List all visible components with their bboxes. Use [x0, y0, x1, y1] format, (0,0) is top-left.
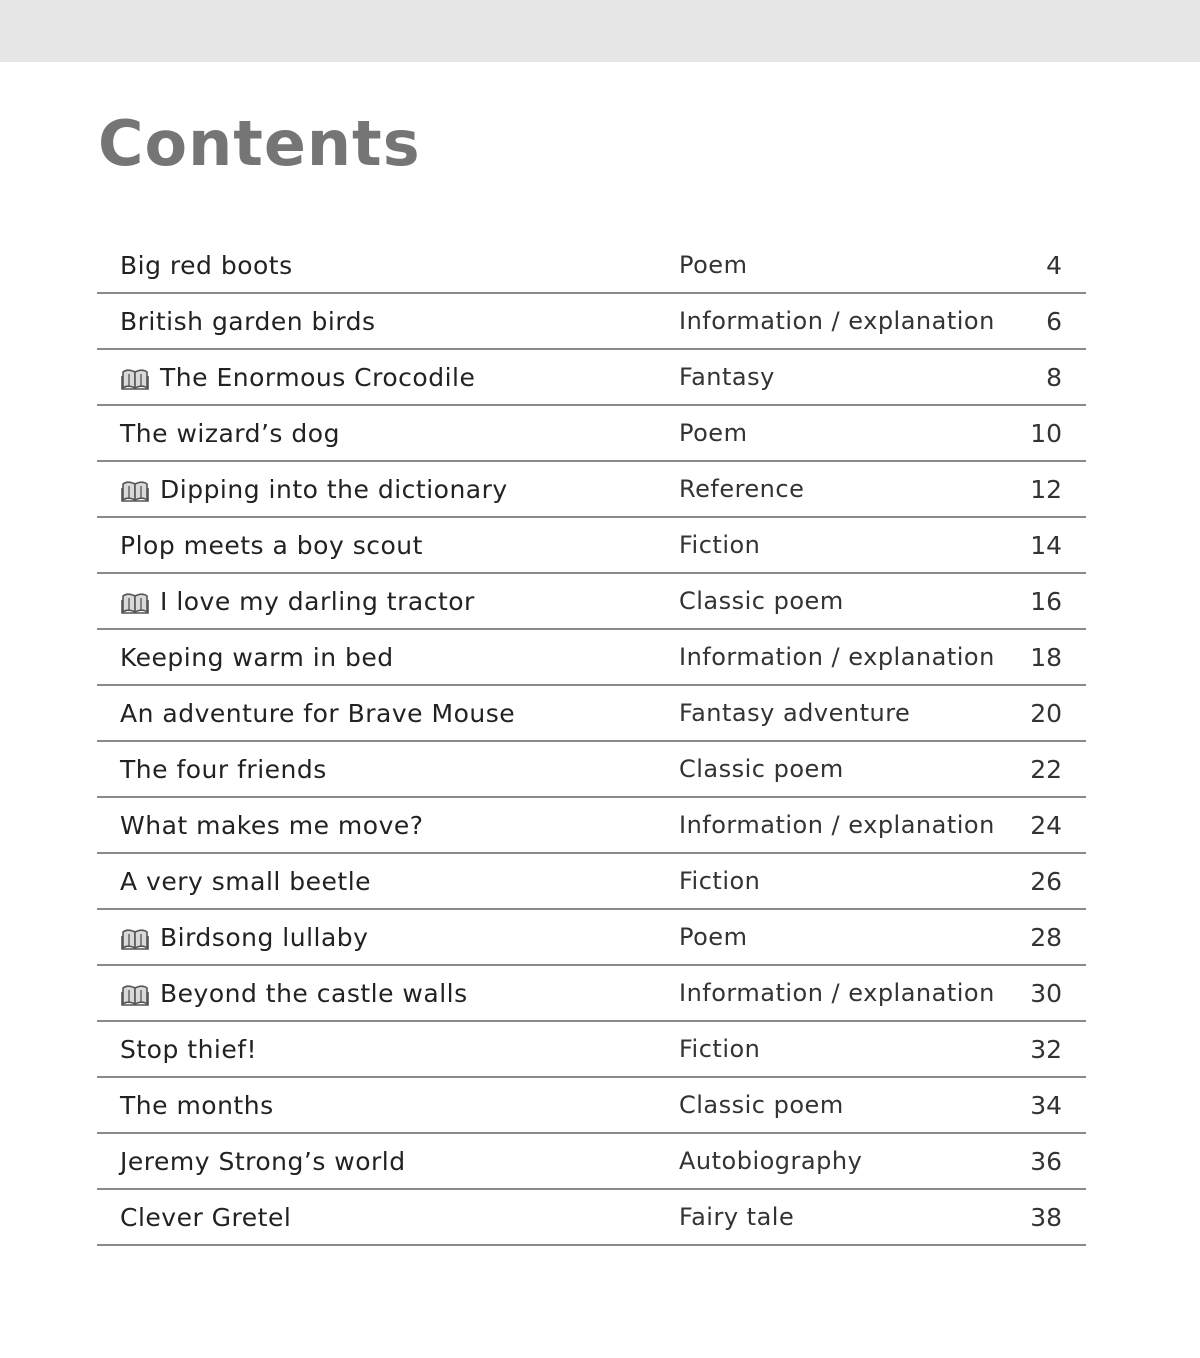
contents-table — [97, 238, 1086, 1246]
entry-genre: Information / explanation — [679, 811, 995, 839]
open-book-icon — [120, 479, 150, 503]
entry-title: Big red boots — [120, 250, 293, 280]
contents-row — [97, 350, 1086, 406]
entry-genre: Poem — [679, 923, 748, 951]
entry-title: British garden birds — [120, 306, 376, 336]
entry-page-number: 18 — [1030, 642, 1062, 672]
entry-page-number: 28 — [1030, 922, 1062, 952]
entry-title-cell — [120, 854, 371, 908]
entry-title-cell — [120, 1022, 257, 1076]
open-book-icon — [120, 591, 150, 615]
entry-title-cell — [120, 910, 368, 964]
entry-title-cell — [120, 966, 468, 1020]
contents-row — [97, 630, 1086, 686]
entry-page-number: 38 — [1030, 1202, 1062, 1232]
entry-title-cell — [120, 462, 508, 516]
entry-title: Beyond the castle walls — [160, 978, 468, 1008]
entry-page-number: 12 — [1030, 474, 1062, 504]
entry-title: Dipping into the dictionary — [160, 474, 508, 504]
entry-title: The four friends — [120, 754, 327, 784]
contents-row — [97, 1022, 1086, 1078]
entry-title: A very small beetle — [120, 866, 372, 896]
entry-title: Stop thief! — [120, 1034, 258, 1064]
contents-row — [97, 1078, 1086, 1134]
contents-row — [97, 406, 1086, 462]
entry-genre: Classic poem — [679, 587, 844, 615]
contents-row — [97, 1134, 1086, 1190]
entry-title: Jeremy Strong’s world — [120, 1146, 406, 1176]
entry-title-cell — [120, 686, 515, 740]
entry-title-cell — [120, 406, 340, 460]
contents-row — [97, 518, 1086, 574]
entry-title-cell — [120, 798, 424, 852]
entry-title-cell — [120, 1078, 274, 1132]
entry-title: Birdsong lullaby — [160, 922, 369, 952]
contents-row — [97, 798, 1086, 854]
entry-page-number: 4 — [1046, 250, 1062, 280]
entry-page-number: 34 — [1030, 1090, 1062, 1120]
entry-page-number: 16 — [1030, 586, 1062, 616]
entry-genre: Information / explanation — [679, 307, 995, 335]
entry-genre: Classic poem — [679, 755, 844, 783]
contents-row — [97, 854, 1086, 910]
entry-genre: Fiction — [679, 867, 761, 895]
contents-row — [97, 238, 1086, 294]
contents-row — [97, 686, 1086, 742]
entry-title-cell — [120, 742, 327, 796]
entry-genre: Fiction — [679, 531, 761, 559]
contents-row — [97, 966, 1086, 1022]
entry-genre: Information / explanation — [679, 643, 995, 671]
entry-title: The Enormous Crocodile — [160, 362, 476, 392]
entry-title-cell — [120, 1134, 406, 1188]
entry-page-number: 32 — [1030, 1034, 1062, 1064]
entry-title: I love my darling tractor — [160, 586, 475, 616]
entry-title: Keeping warm in bed — [120, 642, 394, 672]
contents-row — [97, 742, 1086, 798]
entry-title: What makes me move? — [120, 810, 424, 840]
entry-page-number: 36 — [1030, 1146, 1062, 1176]
entry-title: The wizard’s dog — [120, 418, 340, 448]
entry-title-cell — [120, 1190, 291, 1244]
entry-genre: Fairy tale — [679, 1203, 795, 1231]
entry-page-number: 8 — [1046, 362, 1062, 392]
entry-genre: Autobiography — [679, 1147, 863, 1175]
entry-genre: Information / explanation — [679, 979, 995, 1007]
entry-page-number: 6 — [1046, 306, 1062, 336]
entry-title: Clever Gretel — [120, 1202, 292, 1232]
entry-genre: Poem — [679, 419, 748, 447]
contents-row — [97, 574, 1086, 630]
entry-page-number: 22 — [1030, 754, 1062, 784]
open-book-icon — [120, 927, 150, 951]
entry-title-cell — [120, 574, 475, 628]
open-book-icon — [120, 367, 150, 391]
entry-title: Plop meets a boy scout — [120, 530, 423, 560]
entry-title-cell — [120, 294, 376, 348]
entry-genre: Fantasy — [679, 363, 775, 391]
entry-title: The months — [120, 1090, 274, 1120]
top-band — [0, 0, 1200, 62]
entry-page-number: 20 — [1030, 698, 1062, 728]
entry-page-number: 26 — [1030, 866, 1062, 896]
contents-row — [97, 294, 1086, 350]
entry-page-number: 30 — [1030, 978, 1062, 1008]
entry-title-cell — [120, 238, 293, 292]
page-title: Contents — [98, 107, 421, 180]
entry-page-number: 14 — [1030, 530, 1062, 560]
entry-title-cell — [120, 350, 475, 404]
contents-row — [97, 1190, 1086, 1246]
entry-page-number: 24 — [1030, 810, 1062, 840]
entry-genre: Reference — [679, 475, 805, 503]
entry-genre: Poem — [679, 251, 748, 279]
open-book-icon — [120, 983, 150, 1007]
entry-genre: Fiction — [679, 1035, 761, 1063]
entry-genre: Fantasy adventure — [679, 699, 911, 727]
entry-genre: Classic poem — [679, 1091, 844, 1119]
contents-row — [97, 910, 1086, 966]
entry-title-cell — [120, 630, 394, 684]
contents-row — [97, 462, 1086, 518]
entry-title: An adventure for Brave Mouse — [120, 698, 516, 728]
entry-page-number: 10 — [1030, 418, 1062, 448]
entry-title-cell — [120, 518, 423, 572]
